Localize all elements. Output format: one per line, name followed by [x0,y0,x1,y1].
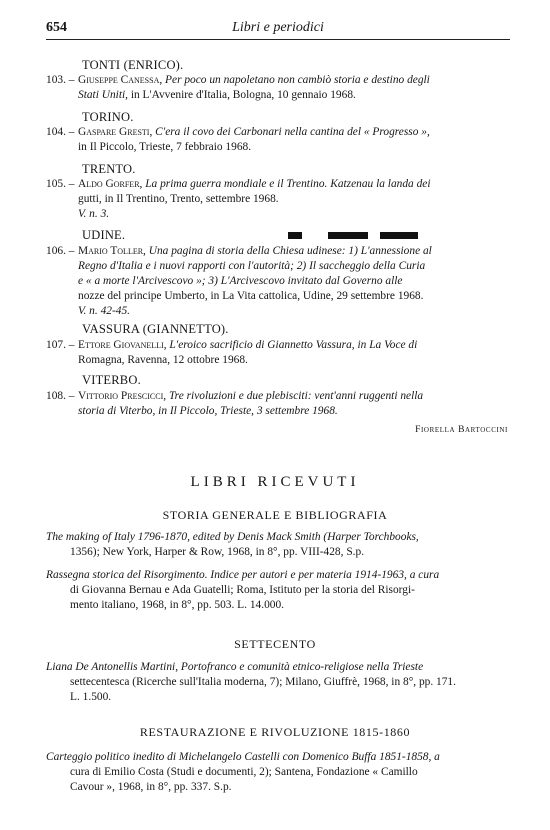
header-rule [46,39,510,40]
entry-text: C'era il covo dei Carbonari nella cantina del « Progresso », [152,126,430,138]
entry-number: 106. – [46,245,75,257]
entry-text: V. n. 42-45. [78,305,130,317]
book-text: di Giovanna Bernau e Ada Guatelli; Roma, Istituto per la storia del Risorgi- [70,584,415,596]
book-entry [46,530,508,560]
scan-mark [380,232,418,239]
entry-author: Giuseppe Canessa, [78,74,163,86]
entry-text: Romagna, Ravenna, 12 ottobre 1968. [78,354,248,366]
book-text: Cavour », 1968, in 8°, pp. 337. S.p. [70,781,232,793]
book-text: Carteggio politico inedito di Michelangelo Castelli con Domenico Buffa 1851-1858, a [46,751,440,763]
city-heading: TRENTO. [82,162,136,176]
entry-text: e « a morte l'Arcivescovo »; 3) L'Arcivescovo invitato dal Governo alle [78,275,403,287]
entry-text: gutti, in Il Trentino, Trento, settembre 1968. [78,193,279,205]
book-text: mento italiano, 1968, in 8°, pp. 503. L. 14.000. [70,599,284,611]
entry-number: 103. – [46,74,75,86]
entry-text: in L'Avvenire d'Italia, Bologna, 10 gennaio 1968. [128,89,356,101]
book-text: 1356); New York, Harper & Row, 1968, in 8°, pp. VIII-428, S.p. [70,546,365,558]
entry-text: L'eroico sacrificio di Giannetto Vassura, in La Voce di [166,339,418,351]
entry-number: 104. – [46,126,75,138]
book-text: Liana De Antonellis Martini, Portofranco e comunità etnico-religiose nella Trieste [46,661,424,673]
book-text: L. 1.500. [70,691,112,703]
subsection-heading: STORIA GENERALE E BIBLIOGRAFIA [162,508,388,522]
author-signature: Fiorella Bartoccini [415,425,508,435]
entry-author: Mario Toller, [78,245,146,257]
page-header [46,20,510,38]
city-heading: VITERBO. [82,373,141,387]
scan-mark [328,232,368,239]
city-heading: TORINO. [82,110,134,124]
entry-text: in Il Piccolo, Trieste, 7 febbraio 1968. [78,141,252,153]
entry-text: Per poco un napoletano non cambiò storia e destino degli [162,74,430,86]
page-number: 654 [46,20,67,35]
entry-author: Gaspare Gresti, [78,126,153,138]
entry-author: Ettore Giovanelli, [78,339,167,351]
entry-text: nozze del principe Umberto, in La Vita cattolica, Udine, 29 settembre 1968. [78,290,424,302]
subsection-heading: RESTAURAZIONE E RIVOLUZIONE 1815-1860 [139,725,411,739]
book-text: cura di Emilio Costa (Studi e documenti, 2); Santena, Fondazione « Camillo [70,766,418,778]
entry-text: La prima guerra mondiale e il Trentino. Katzenau la landa dei [142,178,431,190]
book-text: Rassegna storica del Risorgimento. Indice per autori e per materia 1914-1963, a cura [46,569,440,581]
entry-number: 105. – [46,178,75,190]
city-heading: TONTI (ENRICO). [82,58,184,72]
entry-author: Aldo Gorfer, [78,178,143,190]
book-entry [46,568,508,613]
entry-text: storia di Viterbo, in Il Piccolo, Trieste, 3 settembre 1968. [78,405,338,417]
entry-text: Stati Uniti, [78,89,128,101]
city-heading: UDINE. [82,228,126,242]
book-entry [46,660,508,705]
entry-author: Vittorio Prescicci, [78,390,167,402]
city-heading: VASSURA (GIANNETTO). [82,322,229,336]
section-heading: LIBRI RICEVUTI [190,474,360,490]
entry-text: Tre rivoluzioni e due plebisciti: vent'anni ruggenti nella [166,390,424,402]
entry-number: 107. – [46,339,75,351]
book-text: The making of Italy 1796-1870, edited by Denis Mack Smith (Harper Torchbooks, [46,531,419,543]
running-title: Libri e periodici [232,20,324,35]
book-text: settecentesca (Ricerche sull'Italia moderna, 7); Milano, Giuffrè, 1968, in 8°, pp. 171. [70,676,456,688]
entry-text: Regno d'Italia e i nuovi rapporti con l'autorità; 2) Il saccheggio della Curia [78,260,426,272]
entry-text: V. n. 3. [78,208,110,220]
scan-mark [288,232,302,239]
entry-text: Una pagina di storia della Chiesa udinese: 1) L'annessione al [145,245,432,257]
book-entry [46,750,508,795]
entry-number: 108. – [46,390,75,402]
subsection-heading: SETTECENTO [234,637,316,651]
